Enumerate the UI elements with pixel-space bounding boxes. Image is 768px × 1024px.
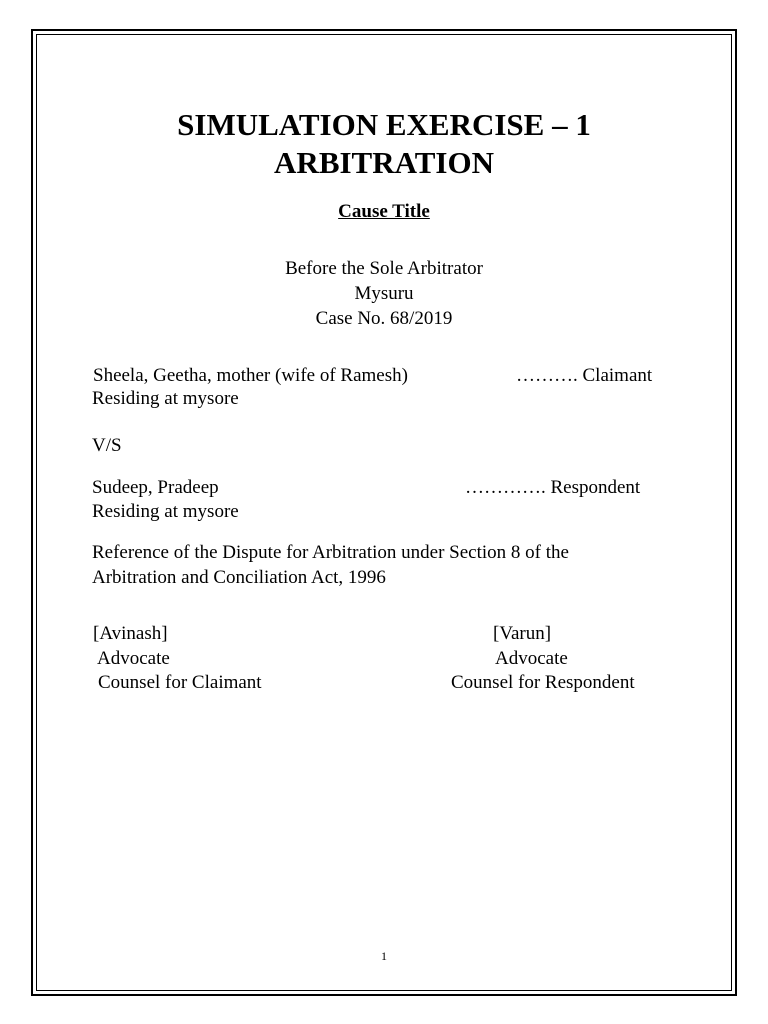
claimant-residence: Residing at mysore <box>92 388 239 409</box>
reference-line1: Reference of the Dispute for Arbitration under Section 8 of the <box>92 542 569 563</box>
versus-label: V/S <box>92 435 122 456</box>
case-number: Case No. 68/2019 <box>315 308 453 329</box>
claimant-role: ………. Claimant <box>516 365 653 386</box>
document-title-line2: ARBITRATION <box>274 145 494 180</box>
court-place: Mysuru <box>354 283 414 304</box>
document-title-line1: SIMULATION EXERCISE – 1 <box>177 107 591 142</box>
respondent-counsel-role: Counsel for Respondent <box>451 672 635 693</box>
page-number: 1 <box>381 949 387 963</box>
claimant-counsel-name: [Avinash] <box>93 623 168 644</box>
claimant-counsel-title: Advocate <box>97 648 170 669</box>
respondent-names: Sudeep, Pradeep <box>92 477 219 498</box>
respondent-counsel-title: Advocate <box>495 648 568 669</box>
reference-line2: Arbitration and Conciliation Act, 1996 <box>92 567 386 588</box>
claimant-counsel-role: Counsel for Claimant <box>98 672 262 693</box>
respondent-residence: Residing at mysore <box>92 501 239 522</box>
claimant-names: Sheela, Geetha, mother (wife of Ramesh) <box>93 365 408 386</box>
court-before: Before the Sole Arbitrator <box>285 258 483 279</box>
cause-title-heading: Cause Title <box>338 201 430 222</box>
respondent-counsel-name: [Varun] <box>493 623 552 644</box>
respondent-role: …………. Respondent <box>465 477 641 498</box>
